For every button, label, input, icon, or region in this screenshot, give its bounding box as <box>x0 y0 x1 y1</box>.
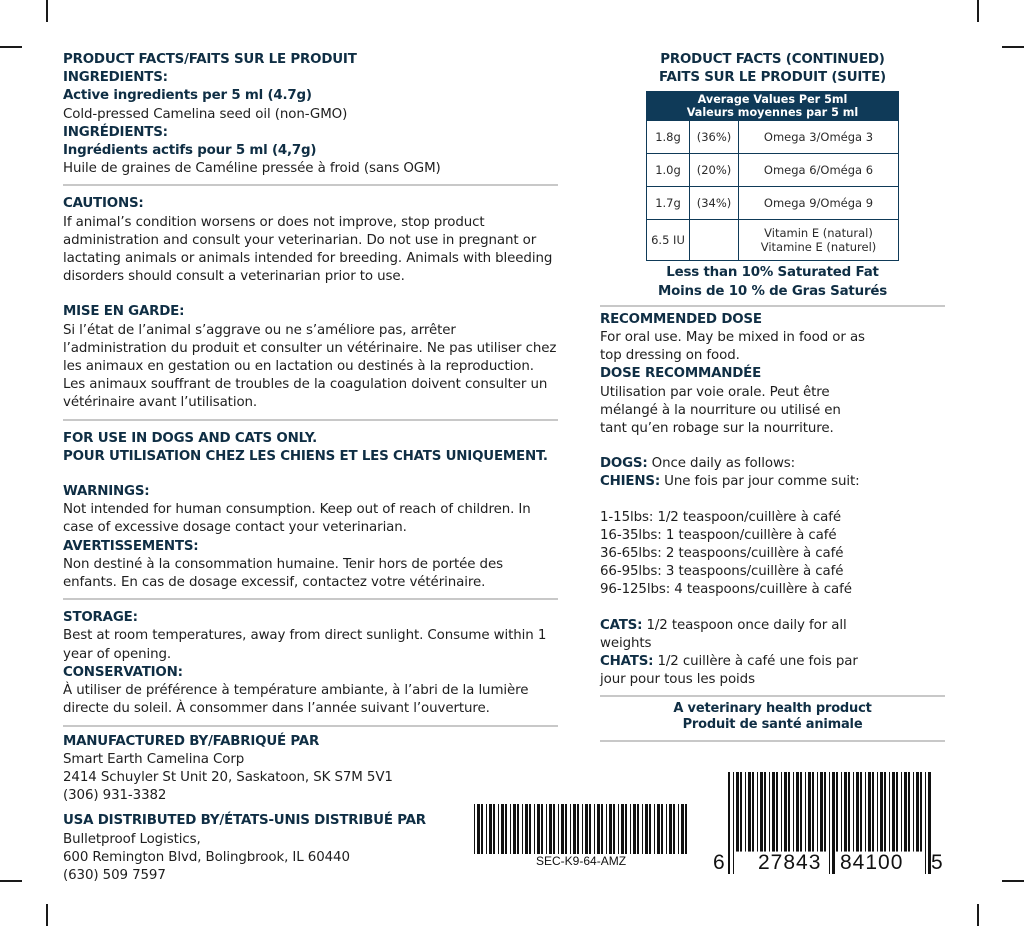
barcode-bar <box>728 772 730 874</box>
right-column <box>600 51 945 742</box>
storage-heading: STORAGE: <box>63 610 138 626</box>
barcode-bar <box>565 804 567 854</box>
barcode-bar <box>606 804 607 854</box>
barcode-bar <box>477 804 480 854</box>
barcode-bar <box>824 772 826 852</box>
divider <box>600 695 945 697</box>
barcode-bar <box>896 772 898 852</box>
warnings-text: Not intended for human consumption. Keep out of reach of children. In case of excessive dosage contact your veterinarian. <box>63 502 531 536</box>
active-ingredients-text: Cold-pressed Camelina seed oil (non-GMO) <box>63 106 348 122</box>
barcode-bar <box>812 772 814 852</box>
barcode-bar <box>613 804 615 854</box>
recommended-dose-text: For oral use. May be mixed in food or as top dressing on food. <box>600 330 865 364</box>
barcode-bar <box>916 772 919 852</box>
divider <box>63 419 558 421</box>
barcode-bar <box>649 804 651 854</box>
avertissements-heading: AVERTISSEMENTS: <box>63 538 199 554</box>
barcode-bar <box>573 804 576 854</box>
barcode-bar <box>805 772 806 852</box>
dose-line: 66-95lbs: 3 teaspoons/cuillère à café <box>600 564 844 580</box>
dose-line: 36-65lbs: 2 teaspoons/cuillère à café <box>600 546 844 562</box>
barcode-bar <box>817 772 818 852</box>
barcode-bar <box>913 772 914 852</box>
barcode-bar <box>486 804 487 854</box>
dogs-line: DOGS: Once daily as follows: <box>600 456 796 472</box>
table-row: 1.0g (20%) Omega 6/Oméga 6 <box>647 154 899 187</box>
barcode-bar <box>474 804 475 854</box>
barcode-bar <box>498 804 499 854</box>
barcode-bar <box>856 772 859 852</box>
barcode-bar <box>908 772 910 852</box>
barcode-bar <box>800 772 802 852</box>
sku-barcode-bars <box>474 804 692 854</box>
barcode-bar <box>848 772 850 852</box>
saturated-fat-fr: Moins de 10 % de Gras Saturés <box>657 283 888 299</box>
vet-product-fr: Produit de santé animale <box>682 717 863 733</box>
barcode-bar <box>625 804 627 854</box>
chats-line: CHATS: 1/2 cuillère à café une fois par jour pour tous les poids <box>600 654 858 688</box>
barcode-bar <box>865 772 866 852</box>
barcode-bar <box>642 804 643 854</box>
cautions-heading: CAUTIONS: <box>63 196 144 212</box>
mise-en-garde-text: Si l’état de l’animal s’aggrave ou ne s’améliore pas, arrêter l’administration du produit et consulter un vétérinaire. Ne pas utiliser chez les animaux en gestation ou en lactation ou destinés à la reproduction. Les animaux souffrant de troubles de la coagulation doivent consulter un vétérinaire avant l’utilisation. <box>63 322 557 411</box>
barcode-bar <box>505 804 507 854</box>
barcode-bar <box>537 804 540 854</box>
barcode-bar <box>589 804 591 854</box>
vet-product-en: A veterinary health product <box>673 701 872 717</box>
distributor-line: Bulletproof Logistics, <box>63 831 201 847</box>
barcode-bar <box>594 804 595 854</box>
use-notice-fr: POUR UTILISATION CHEZ LES CHIENS ET LES CHATS UNIQUEMENT. <box>63 448 548 464</box>
dose-line: 1-15lbs: 1/2 teaspoon/cuillère à café <box>600 509 841 525</box>
barcode-bar <box>630 804 631 854</box>
continued-title-fr: FAITS SUR LE PRODUIT (SUITE) <box>659 70 886 86</box>
dose-line: 16-35lbs: 1 teaspoon/cuillère à café <box>600 527 837 543</box>
saturated-fat-en: Less than 10% Saturated Fat <box>666 265 879 281</box>
manufacturer-line: (306) 931-3382 <box>63 788 167 804</box>
barcode-bar <box>657 804 660 854</box>
barcode-bar <box>788 772 790 852</box>
barcode-bar <box>621 804 624 854</box>
divider <box>600 740 945 742</box>
upc-digit-first: 6 <box>713 851 725 874</box>
barcode-bar <box>901 772 902 852</box>
conservation-heading: CONSERVATION: <box>63 664 183 680</box>
divider <box>63 725 558 727</box>
upc-digit-last: 5 <box>931 851 943 874</box>
divider <box>63 598 558 600</box>
barcode-bar <box>733 772 734 874</box>
barcode-bar <box>796 772 799 852</box>
crop-mark <box>977 0 979 22</box>
barcode-bar <box>661 804 663 854</box>
sku-barcode <box>474 804 692 854</box>
barcode-bar <box>489 804 492 854</box>
avertissements-text: Non destiné à la consommation humaine. Tenir hors de portée des enfants. En cas de dosage excessif, contactez votre vétérinaire. <box>63 556 503 591</box>
barcode-bar <box>832 772 835 874</box>
active-ingredients-heading-fr: Ingrédients actifs pour 5 ml (4,7g) <box>63 143 317 159</box>
crop-mark <box>0 46 22 48</box>
barcode-bar <box>522 804 523 854</box>
barcode-bar <box>772 772 775 852</box>
barcode-bar <box>645 804 648 854</box>
active-ingredients-heading: Active ingredients per 5 ml (4.7g) <box>63 88 312 104</box>
barcode-bar <box>541 804 543 854</box>
table-row: 6.5 IU Vitamin E (natural) Vitamine E (naturel) <box>647 220 899 261</box>
barcode-bar <box>525 804 528 854</box>
upc-digits-left: 27843 <box>758 851 822 874</box>
barcode-bar <box>481 804 483 854</box>
barcode-bar <box>685 804 687 854</box>
barcode-bar <box>836 772 838 852</box>
barcode-bar <box>844 772 847 852</box>
barcode-bar <box>884 772 886 852</box>
dose-line: 96-125lbs: 4 teaspoons/cuillère à café <box>600 582 852 598</box>
barcode-bar <box>880 772 883 852</box>
left-column <box>63 51 558 885</box>
barcode-bar <box>853 772 854 852</box>
chiens-line: CHIENS: Une fois par jour comme suit: <box>600 474 860 490</box>
barcode-bar <box>654 804 655 854</box>
product-facts-title: PRODUCT FACTS/FAITS SUR LE PRODUIT <box>63 52 357 67</box>
manufacturer-line: Smart Earth Camelina Corp <box>63 751 245 767</box>
barcode-bar <box>752 772 754 852</box>
ingredients-heading: INGREDIENTS: <box>63 70 168 86</box>
barcode-bar <box>597 804 600 854</box>
barcode-bar <box>681 804 684 854</box>
barcode-bar <box>892 772 895 852</box>
barcode-bar <box>666 804 667 854</box>
barcode-bar <box>501 804 504 854</box>
divider <box>63 184 558 186</box>
barcode-bar <box>633 804 636 854</box>
barcode-bar <box>577 804 579 854</box>
barcode-bar <box>808 772 811 852</box>
barcode-bar <box>745 772 746 852</box>
barcode-bar <box>534 804 535 854</box>
barcode-bar <box>513 804 516 854</box>
continued-title: PRODUCT FACTS (CONTINUED) <box>660 52 885 67</box>
ingredients-heading-fr: INGRÉDIENTS: <box>63 124 168 140</box>
barcode-bar <box>904 772 907 852</box>
barcode-bar <box>561 804 564 854</box>
barcode-bar <box>553 804 555 854</box>
barcode-bar <box>769 772 770 852</box>
nutrition-facts-table <box>646 91 899 261</box>
table-row: 1.8g (36%) Omega 3/Oméga 3 <box>647 121 899 154</box>
barcode-bar <box>781 772 782 852</box>
table-row: 1.7g (34%) Omega 9/Oméga 9 <box>647 187 899 220</box>
barcode-bar <box>860 772 862 852</box>
barcode-bar <box>793 772 794 852</box>
barcode-bar <box>736 772 739 852</box>
barcode-bar <box>673 804 675 854</box>
crop-mark <box>46 904 48 926</box>
barcode-bar <box>868 772 871 852</box>
barcode-bar <box>609 804 612 854</box>
barcode-bar <box>570 804 571 854</box>
barcode-bar <box>760 772 763 852</box>
barcode-bar <box>585 804 588 854</box>
barcode-bar <box>757 772 758 852</box>
barcode-bar <box>764 772 766 852</box>
barcode-bar <box>678 804 679 854</box>
barcode-bar <box>748 772 751 852</box>
barcode-bar <box>925 772 926 874</box>
crop-mark <box>977 904 979 926</box>
table-header: Average Values Per 5ml Valeurs moyennes par 5 ml <box>647 92 899 121</box>
distributed-heading: USA DISTRIBUTED BY/ÉTATS-UNIS DISTRIBUÉ PAR <box>63 813 426 829</box>
barcode-bar <box>549 804 552 854</box>
barcode-bar <box>517 804 519 854</box>
barcode-bar <box>669 804 672 854</box>
storage-text: Best at room temperatures, away from direct sunlight. Consume within 1 year of opening. <box>63 628 547 662</box>
mise-en-garde-heading: MISE EN GARDE: <box>63 304 185 320</box>
barcode-bar <box>529 804 531 854</box>
barcode-bar <box>920 772 922 852</box>
crop-mark <box>0 880 22 882</box>
barcode-bar <box>776 772 778 852</box>
manufacturer-line: 2414 Schuyler St Unit 20, Saskatoon, SK S7M 5V1 <box>63 769 393 785</box>
manufactured-heading: MANUFACTURED BY/FABRIQUÉ PAR <box>63 733 320 749</box>
upc-digits-right: 84100 <box>840 851 904 874</box>
dose-recommandee-heading: DOSE RECOMMANDÉE <box>600 366 762 382</box>
dose-recommandee-text: Utilisation par voie orale. Peut être mélangé à la nourriture ou utilisé en tant qu’en robage sur la nourriture. <box>600 384 841 437</box>
barcode-bar <box>558 804 559 854</box>
barcode-bar <box>493 804 495 854</box>
crop-mark <box>1002 46 1024 48</box>
active-ingredients-text-fr: Huile de graines de Caméline pressée à froid (sans OGM) <box>63 161 441 177</box>
barcode-bar <box>889 772 890 852</box>
warnings-heading: WARNINGS: <box>63 484 150 500</box>
crop-mark <box>1002 880 1024 882</box>
barcode-bar <box>841 772 842 852</box>
barcode-bar <box>637 804 639 854</box>
divider <box>600 305 945 307</box>
distributor-line: 600 Remington Blvd, Bolingbrook, IL 60440 <box>63 849 350 865</box>
conservation-text: À utiliser de préférence à température ambiante, à l’abri de la lumière directe du soleil. À consommer dans l’année suivant l’ouverture. <box>63 683 529 717</box>
barcode-bar <box>510 804 511 854</box>
barcode-bar <box>618 804 619 854</box>
sku-barcode-label: SEC-K9-64-AMZ <box>536 854 627 868</box>
barcode-bar <box>582 804 583 854</box>
barcode-bar <box>784 772 787 852</box>
recommended-dose-heading: RECOMMENDED DOSE <box>600 311 762 327</box>
barcode-bar <box>877 772 878 852</box>
barcode-bar <box>601 804 603 854</box>
use-notice-en: FOR USE IN DOGS AND CATS ONLY. <box>63 430 318 446</box>
barcode-bar <box>740 772 742 852</box>
cautions-text: If animal’s condition worsens or does not improve, stop product administration and consult your veterinarian. Do not use in pregnant or lactating animals or animals intended for breeding. Animals with bleeding disorders should consult a veterinarian prior to use. <box>63 214 553 285</box>
barcode-bar <box>872 772 874 852</box>
cats-line: CATS: 1/2 teaspoon once daily for all weights <box>600 617 847 651</box>
barcode-bar <box>829 772 830 874</box>
crop-mark <box>46 0 48 22</box>
barcode-bar <box>546 804 547 854</box>
distributor-line: (630) 509 7597 <box>63 867 166 883</box>
barcode-bar <box>820 772 823 852</box>
